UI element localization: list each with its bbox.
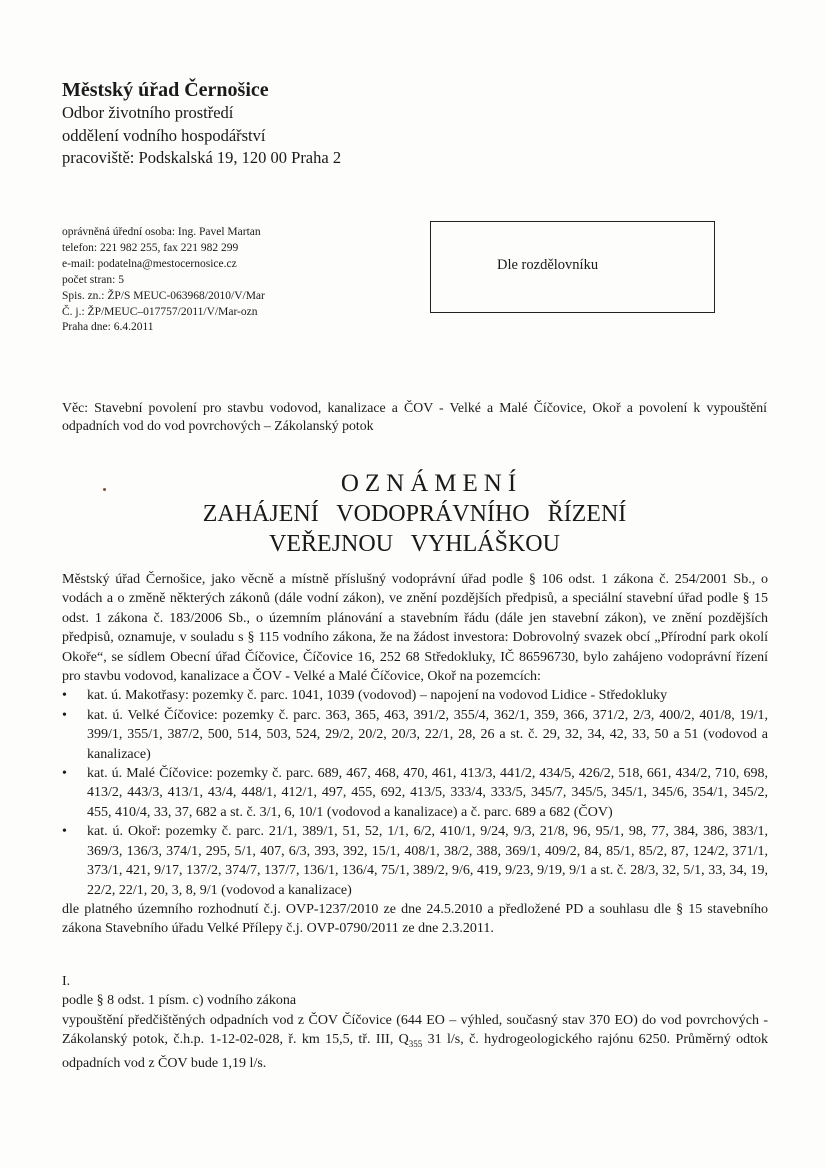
discharge-text: vypouštění předčištěných odpadních vod z ČOV Číčovice (644 EO – výhled, současný stav 370 EO) do vod povrchových - Zákolanský potok, č.h.p. 1-12-02-028, ř. km 15,5, tř. III, Q [62, 1012, 768, 1048]
authority-header [62, 78, 462, 170]
bullet-icon: • [62, 824, 67, 840]
list-item-text: kat. ú. Makotřasy: pozemky č. parc. 1041, 1039 (vodovod) – napojení na vodovod Lidice - Středokluky [87, 688, 668, 704]
bullet-icon: • [62, 766, 67, 782]
department-line: Odbor životního prostředí [62, 103, 234, 122]
email: e-mail: podatelna@mestocernosice.cz [62, 257, 237, 270]
bullet-icon: • [62, 688, 67, 704]
section-text [62, 1011, 768, 1074]
title-line-2: ZAHÁJENÍ VODOPRÁVNÍHO ŘÍZENÍ [202, 501, 627, 527]
flow-subscript: 355 [408, 1039, 423, 1050]
notice-title [62, 469, 767, 559]
decision-reference: dle platného územního rozhodnutí č.j. OVP-1237/2010 ze dne 24.5.2010 a předložené PD a souhlasu dle § 15 stavebního zákona Stavebního úřadu Velké Přílepy č.j. OVP-0790/2011 ze dne 2.3.2011. [62, 901, 768, 937]
document-date: Praha dne: 6.4.2011 [62, 321, 154, 334]
section-legal-ref: podle § 8 odst. 1 písm. c) vodního zákona [62, 993, 297, 1009]
discharge-text-end: 31 l/s, č. hydrogeologického rajónu 6250. Průměrný odtok odpadních vod z ČOV bude 1,19 l/s. [62, 1032, 768, 1072]
section-number: I. [62, 974, 71, 989]
office-name: Městský úřad Černošice [62, 79, 269, 101]
list-item [62, 706, 768, 764]
parcel-list [62, 686, 768, 899]
title-line-3: VEŘEJNOU VYHLÁŠKOU [269, 531, 560, 557]
workplace-address: pracoviště: Podskalská 19, 120 00 Praha 2 [62, 148, 342, 167]
subject-line: Věc: Stavební povolení pro stavbu vodovod, kanalizace a ČOV - Velké a Malé Číčovice, Okoř a povolení k vypouštění odpadních vod do vod povrchových – Zákolanský potok [62, 400, 767, 433]
section-line: oddělení vodního hospodářství [62, 125, 266, 145]
list-item-text: kat. ú. Malé Číčovice: pozemky č. parc. 689, 467, 468, 470, 461, 413/3, 441/2, 434/5, 426/2, 518, 661, 434/2, 710, 698, 413/2, 443/3, 413/1, 43/4, 448/1, 412/1, 497, 455, 692, 413/5, 333/4, 333/5, 345/7, 345/5, 345/1, 345/6, 354/1, 345/2, 455, 410/4, 33, 37, 682 a st. č. 3/1, 6, 10/1 (vodovod a kanalizace) a č. parc. 689 a 682 (ČOV) [87, 766, 768, 820]
recipient-box [430, 221, 715, 313]
recipient-text: Dle rozdělovníku [497, 257, 599, 273]
page-count: počet stran: 5 [62, 273, 124, 286]
notice-body [62, 570, 768, 939]
list-item [62, 822, 768, 900]
list-item [62, 764, 768, 822]
file-reference: Spis. zn.: ŽP/S MEUC-063968/2010/V/Mar [62, 289, 265, 302]
section-one [62, 972, 768, 1074]
list-item-text: kat. ú. Okoř: pozemky č. parc. 21/1, 389/1, 51, 52, 1/1, 6/2, 410/1, 9/24, 9/3, 21/8, 96, 95/1, 98, 77, 384, 386, 383/1, 369/3, 136/3, 374/1, 295, 5/1, 407, 6/3, 393, 392, 15/1, 408/1, 38/2, 388, 369/1, 409/2, 84, 85/1, 85/2, 87, 124/2, 371/1, 373/1, 421, 9/17, 137/2, 374/7, 137/7, 136/1, 136/4, 75/1, 389/2, 9/6, 419, 9/23, 9/19, 9/1 a st. č. 28/3, 32, 5/1, 33, 34, 19, 22/2, 22/1, 20, 3, 8, 9/1 (vodovod a kanalizace) [87, 824, 768, 898]
bullet-icon: • [62, 707, 67, 723]
list-item [62, 686, 768, 705]
contact-block [62, 225, 342, 336]
title-line-1: OZNÁMENÍ [340, 470, 523, 497]
intro-paragraph: Městský úřad Černošice, jako věcně a místně příslušný vodoprávní úřad podle § 106 odst. 1 zákona č. 254/2001 Sb., o vodách a o změně některých zákonů (dále vodní zákon), ve znění pozdějších předpisů, a speciální stavební úřad podle § 15 odst. 1 zákona č. 183/2006 Sb., o územním plánování a stavebním řádu (dále jen stavební zákon), ve znění pozdějších předpisů, oznamuje, v souladu s § 115 vodního zákona, že na žádost investora: Dobrovolný svazek obcí „Přírodní park okolí Okoře“, se sídlem Obecní úřad Číčovice, Číčovice 16, 252 68 Středokluky, IČ 86596730, bylo zahájeno vodoprávní řízení pro stavbu vodovod, kanalizace a ČOV - Velké a Malé Číčovice, Okoř na pozemcích: [62, 572, 768, 685]
phone-fax: telefon: 221 982 255, fax 221 982 299 [62, 241, 239, 254]
document-number: Č. j.: ŽP/MEUC–017757/2011/V/Mar-ozn [62, 305, 258, 318]
list-item-text: kat. ú. Velké Číčovice: pozemky č. parc. 363, 365, 463, 391/2, 355/4, 362/1, 359, 366, 371/2, 2/3, 400/2, 401/8, 19/1, 399/1, 355/1, 387/2, 500, 514, 503, 524, 29/2, 20/2, 20/3, 22/1, 28, 26 a st. č. 29, 32, 34, 42, 33, 50 a 51 (vodovod a kanalizace) [87, 707, 768, 762]
official-person: oprávněná úřední osoba: Ing. Pavel Martan [62, 226, 261, 238]
